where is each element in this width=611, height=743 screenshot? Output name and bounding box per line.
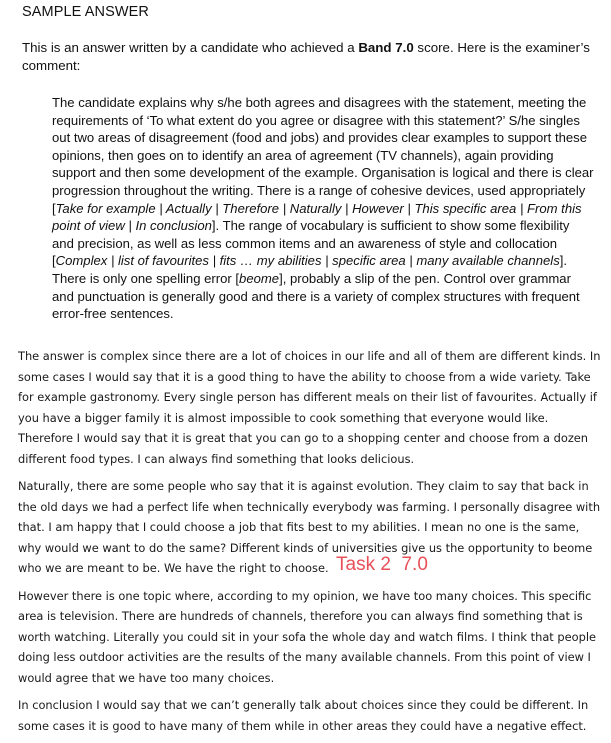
spelling-error: beome bbox=[239, 270, 280, 286]
comment-part-1: The candidate explains why s/he both agrees and disagrees with the statement, meeting the requirements of ‘To what extent do you agree or disagree with this statement?’ S/he singles out two areas of disagreement (food and jobs) and provides clear examples to support these opinions, then goes on to identify an area of agreement (TV channels), again providing support and then some development of the example. Organisation is logical and there is clear progression throughout the writing. There is a range of cohesive devices, used appropriately [ bbox=[52, 95, 594, 216]
answer-paragraph-3: However there is one topic where, according to my opinion, we have too many choices. This specific area is television. There are hundreds of channels, therefore you can always find something that is worth watching. Literally you could sit in your sofa the whole day and watch films. I think that people doing less outdoor activities are the results of the many available channels. From this point of view I would agree that we have too many choices. bbox=[18, 588, 597, 685]
task-score-stamp: Task 2 7.0 bbox=[336, 554, 428, 575]
answer-paragraph-4: In conclusion I would say that we can’t generally talk about choices since they could be different. In some cases it is good to have many of them while in other areas they could have a negative effect. bbox=[18, 698, 589, 733]
page-title: SAMPLE ANSWER bbox=[22, 4, 149, 20]
intro-after: score. Here is the examiner’s comment: bbox=[22, 40, 590, 73]
examiner-comment bbox=[52, 94, 594, 323]
answer-paragraph-1: The answer is complex since there are a lot of choices in our life and all of them are different kinds. In some cases I would say that it is a good thing to have the ability to choose from a wide variety. Take for example gastronomy. Every single person has different meals on their list of favourites. Actually if you have a bigger family it is almost impossible to cook something that everyone would like. Therefore I would say that it is great that you can go to a shopping center and choose from a dozen different food types. I can always find something that looks delicious. bbox=[18, 349, 601, 466]
answer-paragraph-2: Naturally, there are some people who say that it is against evolution. They claim to say that back in the old days we had a perfect life when technically everybody was farming. I personally disagree with that. I am happy that I could choose a job that fits best to my abilities. I mean no one is the same, why would we want to do the same? Different kinds of universities give us the opportunity to beome who we are meant to be. We have the right to choose. bbox=[18, 479, 601, 575]
cohesive-devices: Take for example | Actually | Therefore | Naturally | However | This specific area | From this point of view | In conclusion bbox=[52, 200, 582, 234]
comment-part-4: ], probably a slip of the pen. Control over grammar and punctuation is generally good and there is a variety of complex structures with frequent error-free sentences. bbox=[52, 270, 580, 322]
comment-part-3: ]. There is only one spelling error [ bbox=[52, 253, 568, 286]
band-score: Band 7.0 bbox=[358, 40, 414, 55]
comment-part-2: ]. The range of vocabulary is sufficient to show some flexibility and precision, as well as less common items and an awareness of style and collocation [ bbox=[52, 218, 570, 269]
collocation-examples: Complex | list of favourites | fits … my abilities | specific area | many available channels bbox=[55, 253, 560, 269]
intro-text bbox=[22, 39, 592, 74]
handwritten-answer bbox=[18, 346, 604, 743]
intro-before: This is an answer written by a candidate who achieved a bbox=[22, 40, 359, 55]
